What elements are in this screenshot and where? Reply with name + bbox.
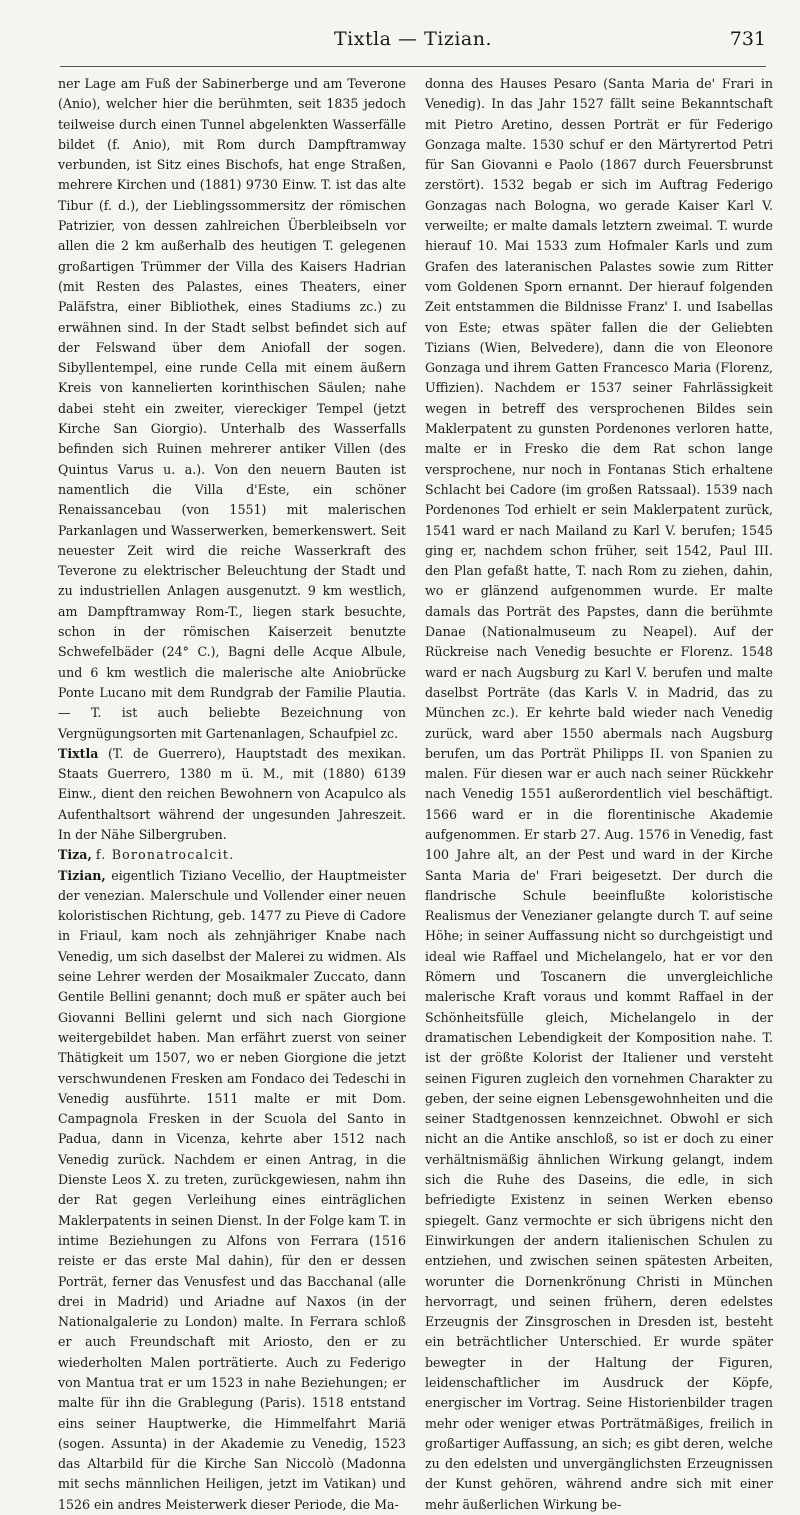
tiza-entry [58, 845, 406, 865]
entry-body-tixtla: (T. de Guerrero), Hauptstadt des mexikan. Staats Guerrero, 1380 m ü. M., mit (1880) 6139 Einw., dient den reichen Bewohnern von Acapulco als Aufenthaltsort während der ungesunden Jahreszeit. In der Nähe Silbergruben. [58, 745, 406, 842]
running-head: Tixtla — Tizian. [333, 28, 493, 50]
page-number: 731 [729, 28, 766, 50]
text-columns [58, 74, 773, 1512]
entry-headword-tixtla: Tixtla [58, 745, 99, 761]
left-column [58, 74, 407, 1512]
entry-headword-tizian: Tizian, [58, 867, 106, 883]
header-rule [60, 66, 766, 67]
page-header [60, 28, 766, 68]
entry-body-tiza: f. Boronatrocalcit. [95, 847, 235, 863]
tivoli-entry-continuation: ner Lage am Fuß der Sabinerberge und am Teverone (Anio), welcher hier die berühmten, seit 1835 jedoch teilweise durch einen Tunnel abgelenkten Wasserfälle bildet (f. Anio), mit Rom durch Dampftramway verbunden, ist Sitz eines Bischofs, hat enge Straßen, mehrere Kirchen und (1881) 9730 Einw. T. ist das alte Tibur (f. d.), der Lieblingssommersitz der römischen Patrizier, von dessen zahlreichen Überbleibseln vor allen die 2 km außerhalb des heutigen T. gelegenen großartigen Trümmer der Villa des Kaisers Hadrian (mit Resten des Palastes, eines Theaters, einer Paläfstra, einer Bibliothek, eines Stadiums zc.) zu erwähnen sind. In der Stadt selbst befindet sich auf der Felswand über dem Aniofall der sogen. Sibyllentempel, eine runde Cella mit einem äußern Kreis von kannelierten korinthischen Säulen; nahe dabei steht ein zweiter, viereckiger Tempel (jetzt Kirche San Giorgio). Unterhalb des Wasserfalls befinden sich Ruinen mehrerer antiker Villen (des Quintus Varus u. a.). Von den neuern Bauten ist namentlich die Villa d'Este, ein schöner Renaissancebau (von 1551) mit malerischen Parkanlagen und Wasserwerken, bemerkenswert. Seit neuester Zeit wird die reiche Wasserkraft des Teverone zu elektrischer Beleuchtung der Stadt und zu industriellen Anlagen ausgenutzt. 9 km westlich, am Dampftramway Rom-T., liegen stark besuchte, schon in der römischen Kaiserzeit benutzte Schwefelbäder (24° C.), Bagni delle Acque Albule, und 6 km westlich die malerische alte Aniobrücke Ponte Lucano mit dem Rundgrab der Familie Plautia. — T. ist auch beliebte Bezeichnung von Vergnügungsorten mit Gartenanlagen, Schaufpiel zc. [58, 76, 406, 741]
tizian-entry [58, 866, 406, 1515]
right-column [425, 74, 773, 1512]
entry-headword-tiza: Tiza, [58, 847, 92, 863]
tizian-entry-continuation: donna des Hauses Pesaro (Santa Maria de' Frari in Venedig). In das Jahr 1527 fällt seine Bekanntschaft mit Pietro Aretino, dessen Porträt er für Federigo Gonzaga malte. 1530 schuf er den Märtyrertod Petri für San Giovanni e Paolo (1867 durch Feuersbrunst zerstört). 1532 begab er sich im Auftrag Federigo Gonzagas nach Bologna, wo gerade Kaiser Karl V. verweilte; er malte damals letztern zweimal. T. wurde hierauf 10. Mai 1533 zum Hofmaler Karls und zum Grafen des lateranischen Palastes sowie zum Ritter vom Goldenen Sporn ernannt. Der hierauf folgenden Zeit entstammen die Bildnisse Franz' I. und Isabellas von Este; etwas später fallen die der Geliebten Tizians (Wien, Belvedere), dann die von Eleonore Gonzaga und ihrem Gatten Francesco Maria (Florenz, Uffizien). Nachdem er 1537 seiner Fahrlässigkeit wegen in betreff des versprochenen Bildes sein Maklerpatent zu gunsten Pordenones verloren hatte, malte er in Fresko die dem Rat schon lange versprochene, nur noch in Fontanas Stich erhaltene Schlacht bei Cadore (im großen Ratssaal). 1539 nach Pordenones Tod erhielt er sein Maklerpatent zurück, 1541 ward er nach Mailand zu Karl V. berufen; 1545 ging er, nachdem schon früher, seit 1542, Paul III. den Plan gefaßt hatte, T. nach Rom zu ziehen, dahin, wo er glänzend aufgenommen wurde. Er malte damals das Porträt des Papstes, dann die berühmte Danae (Nationalmuseum zu Neapel). Auf der Rückreise nach Venedig besuchte er Florenz. 1548 ward er nach Augsburg zu Karl V. berufen und malte daselbst Porträte (das Karls V. in Madrid, das zu München zc.). Er kehrte bald wieder nach Venedig zurück, ward aber 1550 abermals nach Augsburg berufen, um das Porträt Philipps II. von Spanien zu malen. Für diesen war er auch nach seiner Rückkehr nach Venedig 1551 außerordentlich viel beschäftigt. 1566 ward er in die florentinische Akademie aufgenommen. Er starb 27. Aug. 1576 in Venedig, fast 100 Jahre alt, an der Pest und ward in der Kirche Santa Maria de' Frari beigesetzt. Der durch die flandrische Schule beeinflußte koloristische Realismus der Venezianer gelangte durch T. auf seine Höhe; in seiner Auffassung nicht so durchgeistigt und ideal wie Raffael und Michelangelo, hat er vor den Römern und Toscanern die unvergleichliche malerische Kraft voraus und kommt Raffael in der Schönheitsfülle gleich, Michelangelo in der dramatischen Lebendigkeit der Komposition nahe. T. ist der größte Kolorist der Italiener und versteht seinen Figuren zugleich den vornehmen Charakter zu geben, der seine eignen Lebensgewohnheiten und die seiner Stadtgenossen kennzeichnet. Obwohl er sich nicht an die Antike anschloß, so ist er doch zu einer verhältnismäßig ähnlichen Wirkung gelangt, indem sich die Ruhe des Daseins, die edle, in sich befriedigte Existenz in seinen Werken ebenso spiegelt. Ganz vermochte er sich übrigens nicht den Einwirkungen der andern italienischen Schulen zu entziehen, und zwischen seinen spätesten Arbeiten, worunter die Dornenkrönung Christi in München hervorragt, und seinen frühern, deren edelstes Erzeugnis der Zinsgroschen in Dresden ist, besteht ein beträchtlicher Unterschied. Er wurde später bewegter in der Haltung der Figuren, leidenschaftlicher im Ausdruck der Köpfe, energischer im Vortrag. Seine Historienbilder tragen mehr oder weniger etwas Porträtmäßiges, freilich in großartiger Auffassung, an sich; es gibt deren, welche zu den edelsten und unvergänglichsten Erzeugnissen der Kunst gehören, während andre sich mit einer mehr äußerlichen Wirkung be- [425, 76, 773, 1512]
entry-body-tizian: eigentlich Tiziano Vecellio, der Hauptmeister der venezian. Malerschule und Vollender einer neuen koloristischen Richtung, geb. 1477 zu Pieve di Cadore in Friaul, kam noch als zehnjähriger Knabe nach Venedig, um sich daselbst der Malerei zu widmen. Als seine Lehrer werden der Mosaikmaler Zuccato, dann Gentile Bellini genannt; doch muß er später auch bei Giovanni Bellini gelernt und sich nach Giorgione weitergebildet haben. Man erfährt zuerst von seiner Thätigkeit um 1507, wo er neben Giorgione die jetzt verschwundenen Fresken am Fondaco dei Tedeschi in Venedig ausführte. 1511 malte er mit Dom. Campagnola Fresken in der Scuola del Santo in Padua, dann in Vicenza, kehrte aber 1512 nach Venedig zurück. Nachdem er einen Antrag, in die Dienste Leos X. zu treten, zurückgewiesen, nahm ihn der Rat gegen Verleihung eines einträglichen Maklerpatents in seinen Dienst. In der Folge kam T. in intime Beziehungen zu Alfons von Ferrara (1516 reiste er das erste Mal dahin), für den er dessen Porträt, ferner das Venusfest und das Bacchanal (alle drei in Madrid) und Ariadne auf Naxos (in der Nationalgalerie zu London) malte. In Ferrara schloß er auch Freundschaft mit Ariosto, den er zu wiederholten Malen porträtierte. Auch zu Federigo von Mantua trat er um 1523 in nahe Beziehungen; er malte für ihn die Grablegung (Paris). 1518 entstand eins seiner Hauptwerke, die Himmelfahrt Mariä (sogen. Assunta) in der Akademie zu Venedig, 1523 das Altarbild für die Kirche San Niccolò (Madonna mit sechs männlichen Heiligen, jetzt im Vatikan) und 1526 ein andres Meisterwerk dieser Periode, die Ma- [58, 867, 407, 1512]
tixtla-entry [58, 744, 406, 845]
